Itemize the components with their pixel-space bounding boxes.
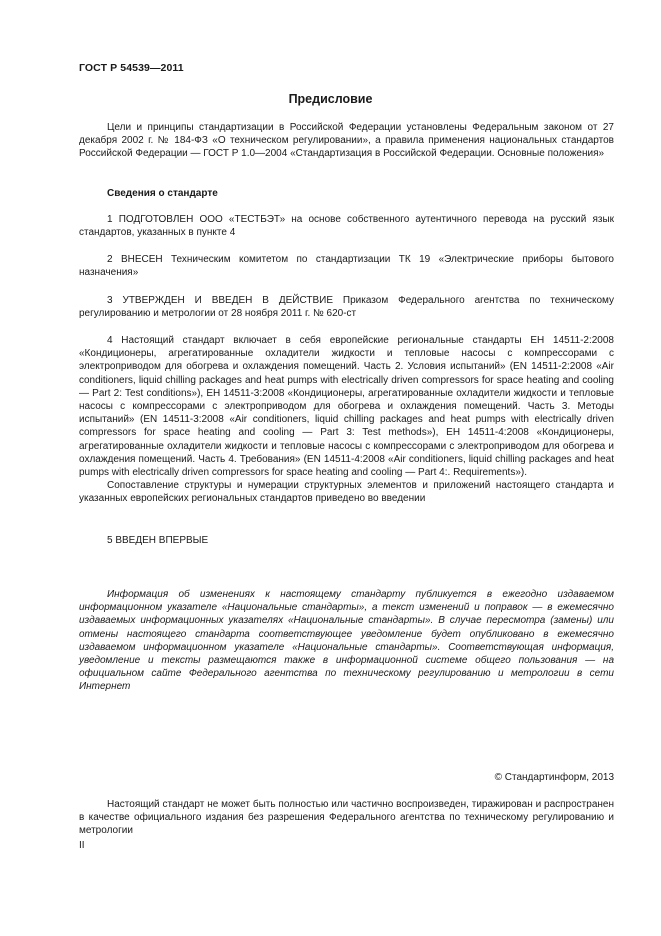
notice-paragraph	[79, 588, 614, 694]
notice-text: Информация об изменениях к настоящему стандарту публикуется в ежегодно издаваемом информационном указателе «Национальные стандарты», а текст изменений и поправок — в ежемесячно издаваемых информационных указателях «Национальные стандарты». В случае пересмотра (замены) или отмены настоящего стандарта соответствующее уведомление будет опубликовано в ежемесячно издаваемом информационном указателе «Национальные стандарты». Соответствующая информация, уведомление и тексты размещаются также в информационной системе общего пользования — на официальном сайте Федерального агентства по техническому регулированию и метрологии в сети Интернет	[79, 589, 614, 693]
intro-paragraph	[79, 121, 614, 161]
info-heading: Сведения о стандарте	[107, 188, 218, 199]
item-5-text: 5 ВВЕДЕН ВПЕРВЫЕ	[107, 535, 209, 546]
reproduction-paragraph	[79, 798, 614, 838]
reproduction-text: Настоящий стандарт не может быть полностью или частично воспроизведен, тиражирован и распространен в качестве официального издания без разрешения Федерального агентства по техническому регулированию и метрологии	[79, 799, 614, 837]
item-4	[79, 334, 614, 506]
standard-code: ГОСТ Р 54539—2011	[79, 62, 184, 74]
item-2-text: 2 ВНЕСЕН Техническим комитетом по стандартизации ТК 19 «Электрические приборы бытового назначения»	[79, 254, 614, 279]
item-5	[79, 534, 614, 547]
item-2	[79, 253, 614, 279]
item-3	[79, 294, 614, 320]
item-1-text: 1 ПОДГОТОВЛЕН ООО «ТЕСТБЭТ» на основе собственного аутентичного перевода на русский язык стандартов, указанных в пункте 4	[79, 214, 614, 239]
page-number: II	[79, 840, 85, 851]
copyright: © Стандартинформ, 2013	[494, 772, 614, 783]
item-4-text: 4 Настоящий стандарт включает в себя европейские региональные стандарты ЕН 14511-2:2008 «Кондиционеры, агрегатированные охладители жидкости и тепловые насосы с компрессорами с электроприводом для обогрева и охлаждения помещений. Часть 2. Условия испытаний» (EN 14511-2:2008 «Air conditioners, liquid chilling packages and heat pumps with electrically driven compressors for space heating and cooling — Part 2: Test conditions»), ЕН 14511-3:2008 «Кондиционеры, агрегатированные охладители жидкости и тепловые насосы с компрессорами с электроприводом для обогрева и охлаждения помещений. Часть 3. Методы испытаний» (EN 14511-3:2008 «Air conditioners, liquid chilling packages and heat pumps with electrically driven compressors for space heating and cooling — Part 3: Test methods»), ЕН 14511-4:2008 «Кондиционеры, агрегатированные охладители жидкости и тепловые насосы с компрессорами с электроприводом для обогрева и охлаждения помещений. Часть 4. Требования» (EN 14511-4:2008 «Air conditioners, liquid chilling packages and heat pumps with electrically driven compressors for space heating and cooling — Part 4:. Requirements»).	[79, 335, 614, 479]
page-title: Предисловие	[288, 92, 373, 106]
intro-text: Цели и принципы стандартизации в Российской Федерации установлены Федеральным законом от 27 декабря 2002 г. № 184-ФЗ «О техническом регулировании», а правила применения национальных стандартов Российской Федерации — ГОСТ Р 1.0—2004 «Стандартизация в Российской Федерации. Основные положения»	[79, 122, 614, 160]
item-1	[79, 213, 614, 239]
item-4-note: Сопоставление структуры и нумерации структурных элементов и приложений настоящего стандарта и указанных европейских региональных стандартов приведено во введении	[79, 480, 614, 505]
item-3-text: 3 УТВЕРЖДЕН И ВВЕДЕН В ДЕЙСТВИЕ Приказом Федерального агентства по техническому регулированию и метрологии от 28 ноября 2011 г. № 620-ст	[79, 295, 614, 320]
